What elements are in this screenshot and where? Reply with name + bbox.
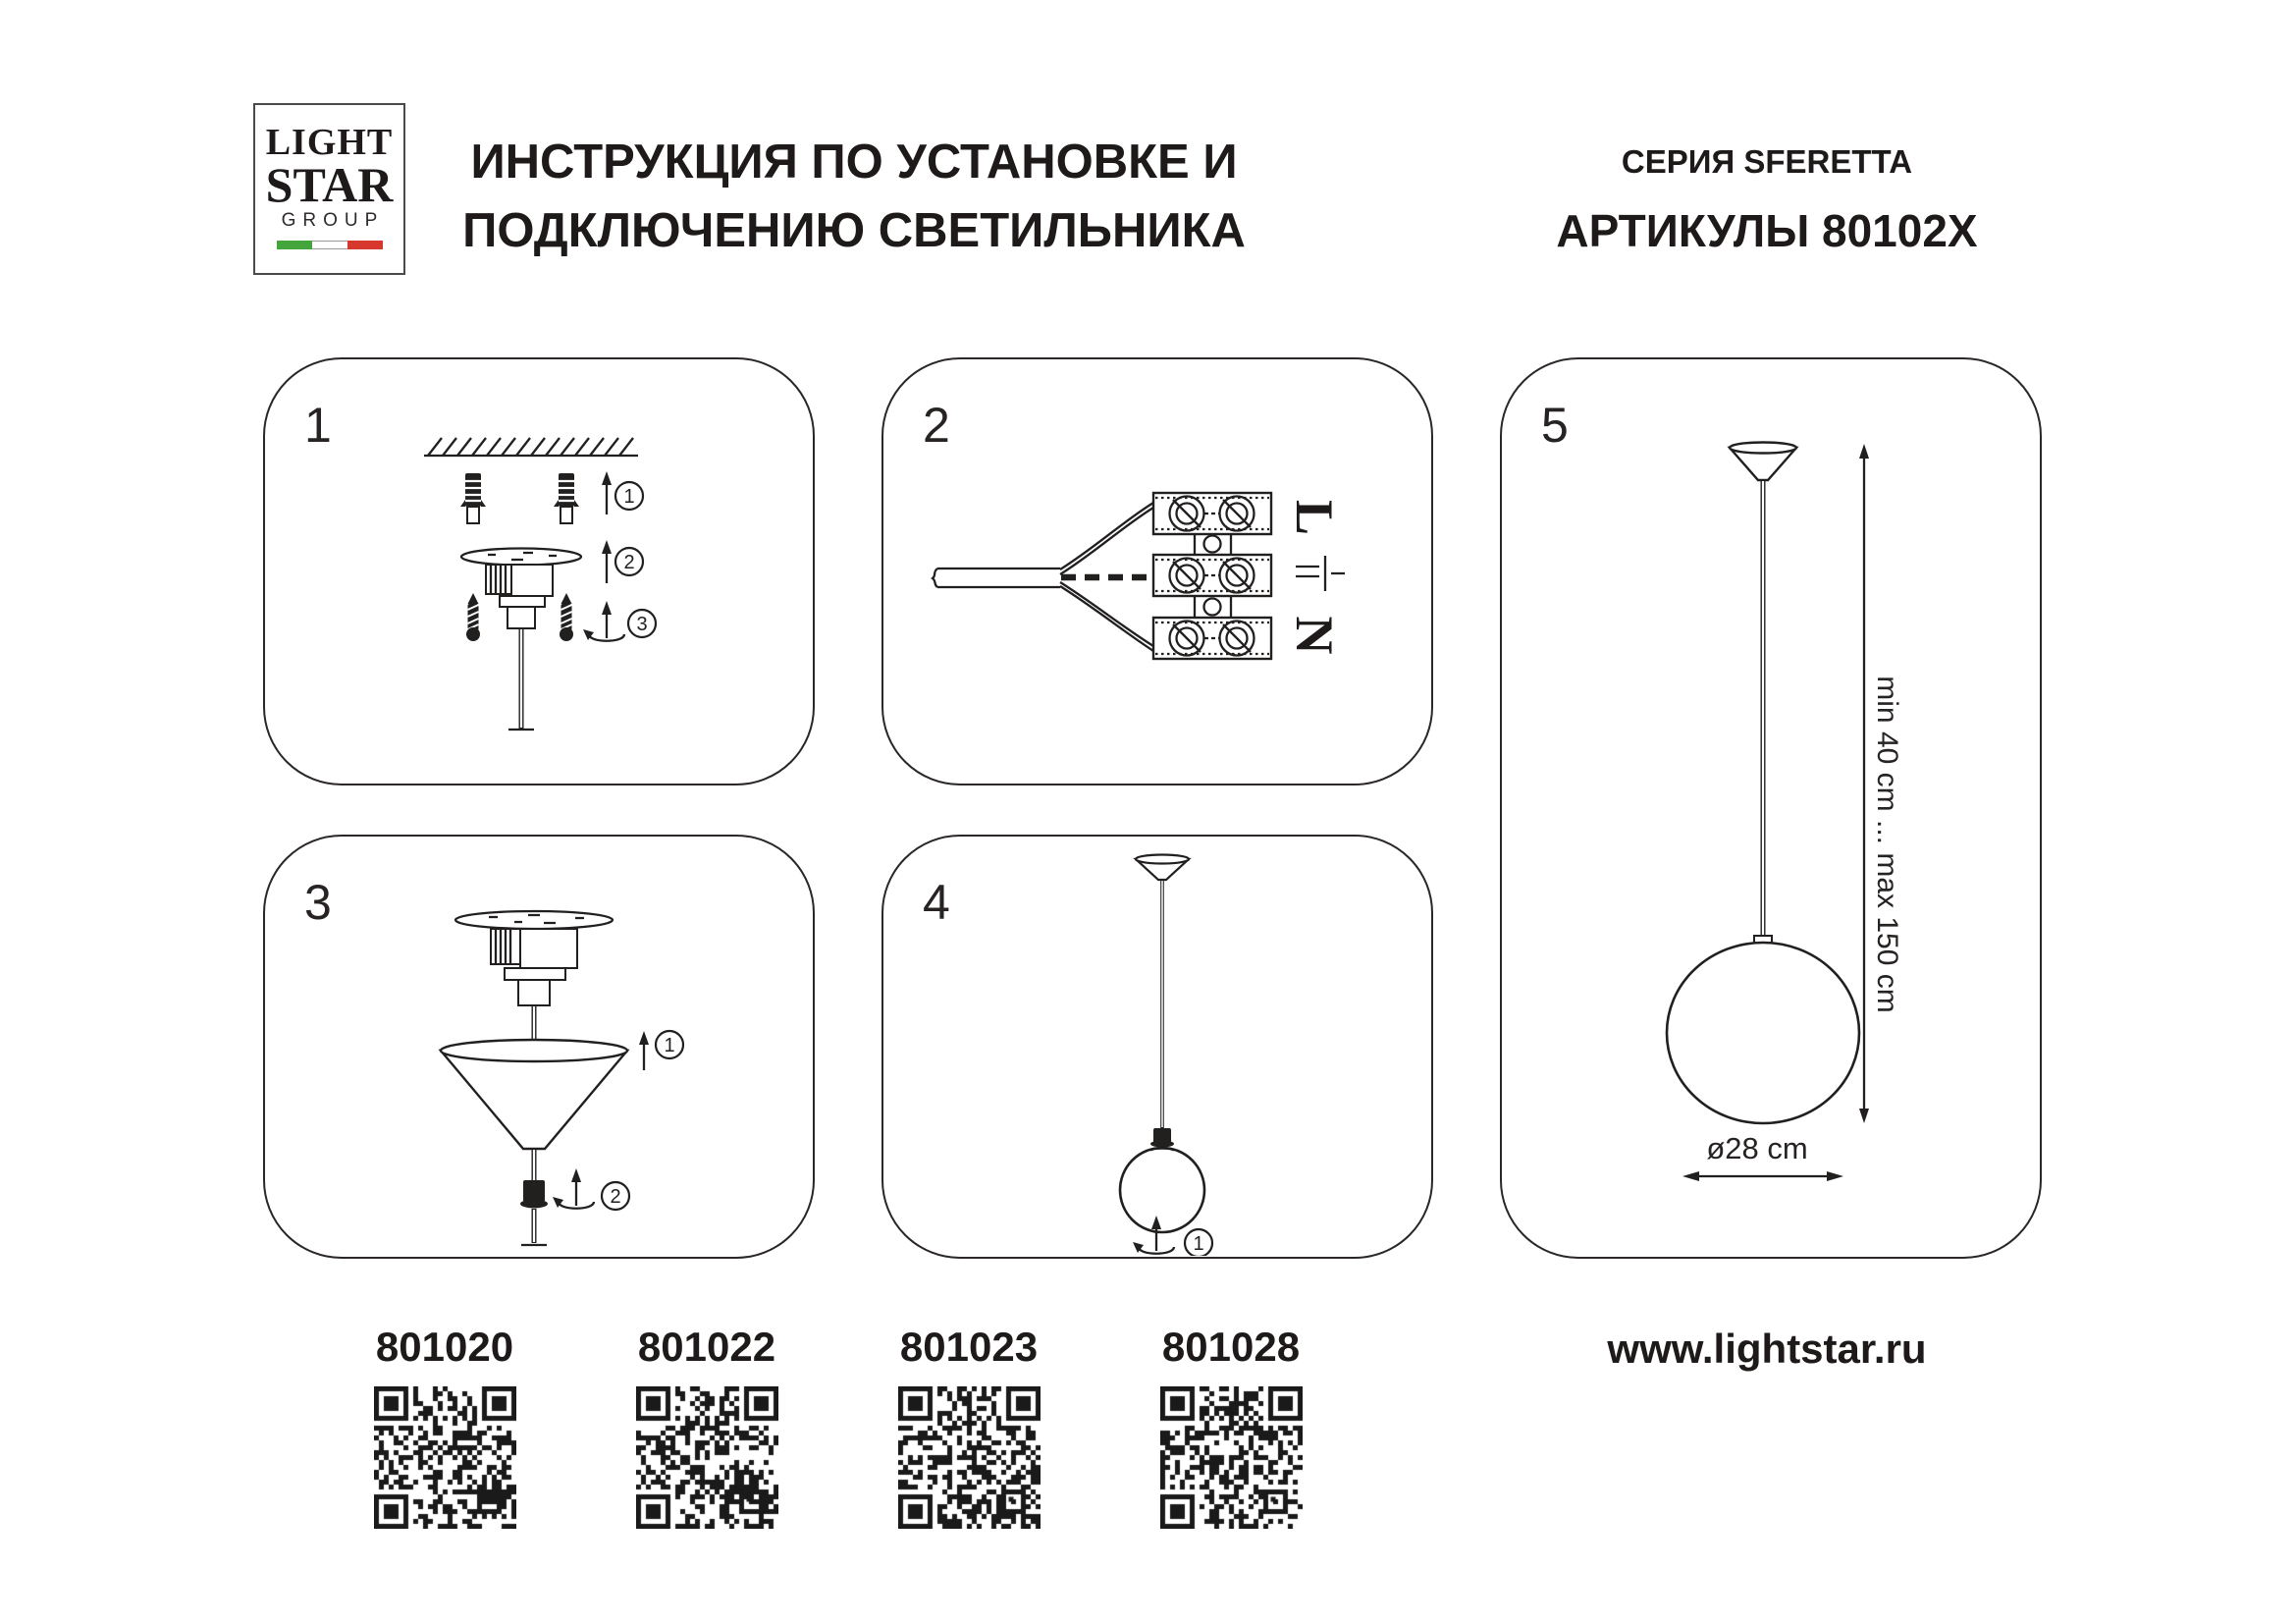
panel-2-drawing (883, 359, 1430, 783)
qr-code (374, 1386, 516, 1529)
step-panel-1 (263, 357, 815, 785)
svg-text:2: 2 (610, 1186, 621, 1208)
terminal-cell-N (1153, 618, 1271, 659)
page-title-line2: ПОДКЛЮЧЕНИЮ СВЕТИЛЬНИКА (462, 204, 1246, 257)
glass-sphere-icon (1667, 936, 1859, 1123)
qr-code (1160, 1386, 1303, 1529)
panel-5-number: 5 (1541, 398, 1569, 453)
glass-sphere-icon (1120, 1148, 1204, 1232)
earth-symbol-icon (1296, 556, 1345, 591)
step-panel-4 (881, 835, 1433, 1259)
suspension-cable (508, 628, 534, 730)
panel-2-number: 2 (923, 398, 950, 453)
step-badge-3 (628, 610, 656, 637)
diameter-label: ø28 cm (1706, 1131, 1808, 1165)
cone-canopy-icon (1730, 443, 1796, 481)
article-code: 801020 (375, 1324, 514, 1370)
wall-anchor-icon (460, 473, 486, 523)
wall-anchor-icon (554, 473, 579, 523)
flag-green-stripe (277, 241, 312, 249)
rotate-arrow-icon (583, 601, 624, 641)
panel-4-drawing (883, 837, 1430, 1256)
cord-grip-icon (1150, 1128, 1174, 1148)
rotate-arrow-icon (553, 1168, 594, 1209)
cord-grip-icon (520, 1180, 548, 1209)
website-url: www.lightstar.ru (1607, 1326, 1927, 1372)
svg-text:2: 2 (623, 552, 635, 573)
screw-icon (560, 593, 573, 641)
logo-word-star: STAR (265, 157, 394, 212)
step-panel-2 (881, 357, 1433, 785)
panel-4-number: 4 (923, 875, 950, 930)
terminal-cell-L (1153, 493, 1271, 534)
qr-code (898, 1386, 1041, 1529)
article-code: 801028 (1161, 1324, 1301, 1370)
ceiling-icon (424, 438, 638, 456)
up-arrow-icon (639, 1031, 649, 1070)
flag-white-stripe (312, 241, 347, 249)
terminal-block-icon (1153, 493, 1271, 659)
dimensions-panel (1500, 357, 2042, 1259)
diameter-dimension-arrow (1682, 1171, 1843, 1181)
step-panel-3 (263, 835, 815, 1259)
height-range-label: min 40 cm ... max 150 cm (1871, 676, 1903, 1013)
article-code: 801022 (637, 1324, 776, 1370)
italian-flag-icon (277, 241, 383, 249)
cone-canopy-icon (441, 1040, 627, 1149)
cone-canopy-icon (1136, 855, 1189, 881)
step-badge-2 (615, 548, 643, 575)
lightstar-logo (253, 103, 405, 275)
article-column (866, 1324, 1072, 1529)
panel-5-drawing (1502, 359, 2039, 1256)
panel-3-drawing (265, 837, 812, 1256)
page-title-line1: ИНСТРУКЦИЯ ПО УСТАНОВКЕ И (470, 135, 1238, 189)
svg-text:1: 1 (623, 486, 635, 508)
svg-text:1: 1 (664, 1035, 675, 1056)
logo-word-group: GROUP (281, 210, 385, 231)
page-title (422, 128, 1286, 265)
panel-1-drawing (265, 359, 812, 783)
article-column (604, 1324, 810, 1529)
step-badge-1 (1185, 1229, 1212, 1256)
series-title: СЕРИЯ SFERETTA (1621, 143, 1913, 180)
svg-text:1: 1 (1193, 1233, 1204, 1255)
panel-3-number: 3 (304, 875, 332, 930)
up-arrow-icon (602, 471, 612, 514)
step-badge-1 (656, 1031, 683, 1058)
terminal-cell-earth (1153, 555, 1271, 596)
screw-icon (466, 593, 480, 641)
svg-text:3: 3 (636, 614, 648, 635)
step-badge-2 (602, 1182, 629, 1210)
qr-code (636, 1386, 778, 1529)
logo-word-light: LIGHT (265, 122, 394, 163)
article-code: 801023 (899, 1324, 1039, 1370)
article-column (1128, 1324, 1334, 1529)
flag-red-stripe (347, 241, 383, 249)
neutral-label: N (1285, 616, 1344, 655)
panel-1-number: 1 (304, 398, 332, 453)
articles-title: АРТИКУЛЫ 80102X (1556, 205, 1978, 256)
up-arrow-icon (602, 540, 612, 583)
ceiling-bracket-icon (455, 911, 613, 1005)
supply-cable-icon (933, 503, 1155, 651)
line-label: L (1285, 499, 1344, 536)
step-badge-1 (615, 482, 643, 510)
article-column (342, 1324, 548, 1529)
